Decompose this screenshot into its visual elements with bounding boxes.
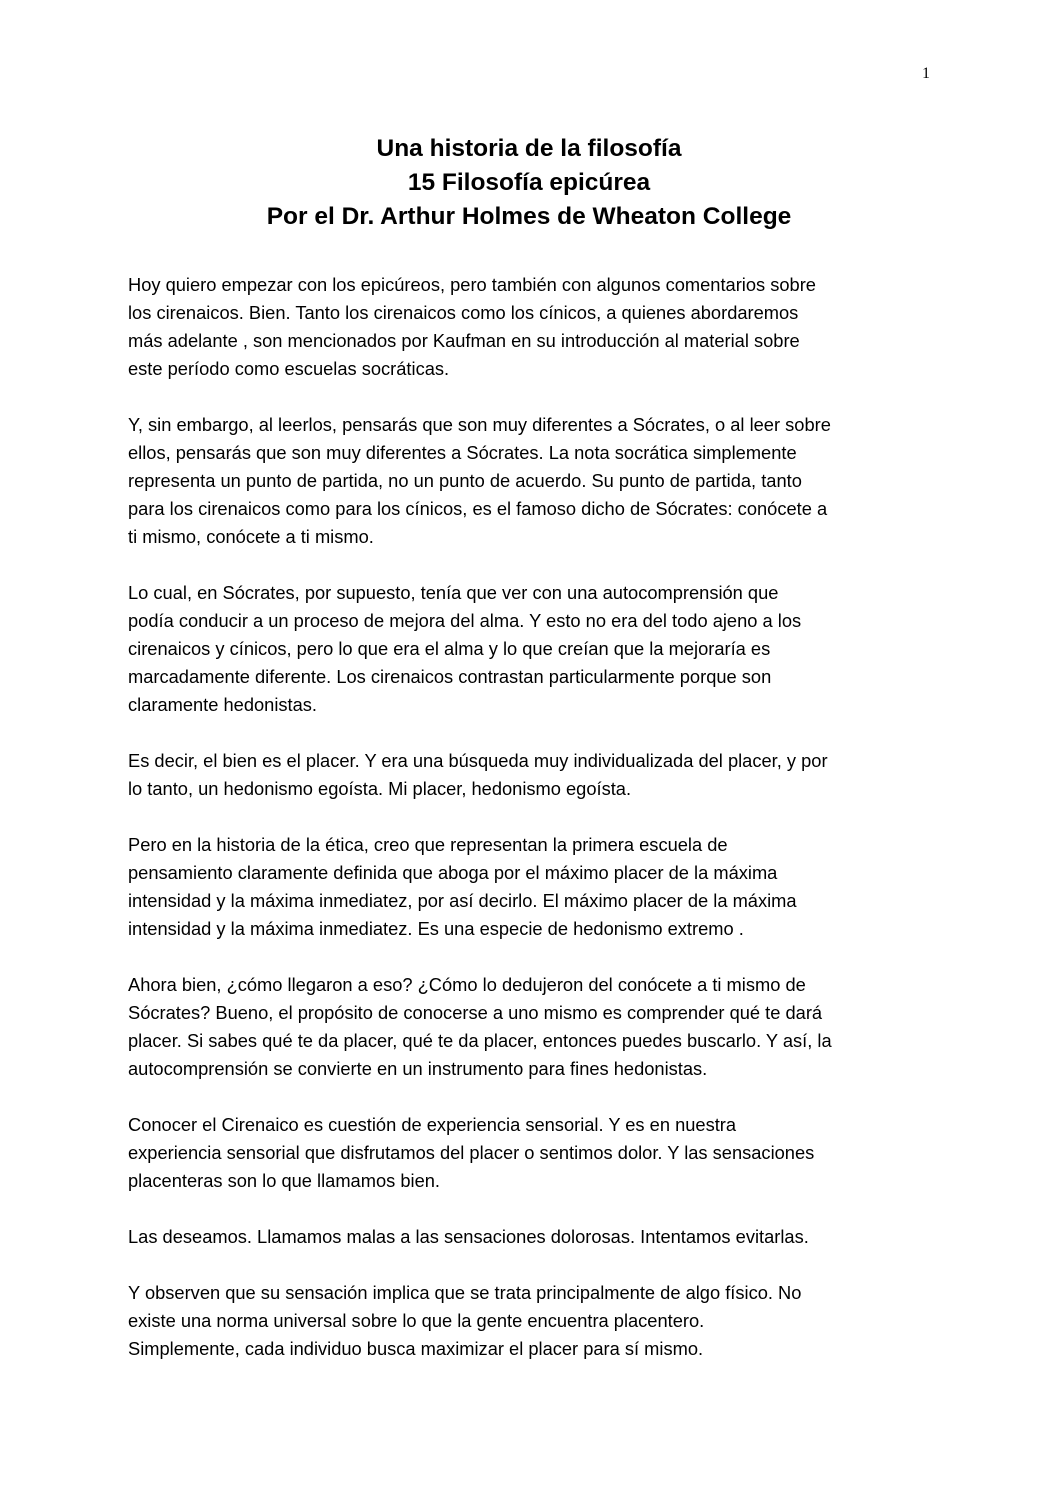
paragraph <box>128 747 936 803</box>
paragraph-line: Y observen que su sensación implica que se trata principalmente de algo físico. No <box>128 1282 802 1303</box>
paragraph-line: Conocer el Cirenaico es cuestión de experiencia sensorial. Y es en nuestra <box>128 1114 737 1135</box>
paragraph-line: Las deseamos. Llamamos malas a las sensaciones dolorosas. Intentamos evitarlas. <box>128 1226 809 1247</box>
paragraph <box>128 1111 936 1195</box>
paragraph-line: los cirenaicos. Bien. Tanto los cirenaicos como los cínicos, a quienes abordaremos <box>128 302 799 323</box>
paragraph-line: Es decir, el bien es el placer. Y era una búsqueda muy individualizada del placer, y por <box>128 750 828 771</box>
paragraph-line: autocomprensión se convierte en un instrumento para fines hedonistas. <box>128 1058 708 1079</box>
paragraph-line: Hoy quiero empezar con los epicúreos, pero también con algunos comentarios sobre <box>128 274 816 295</box>
paragraph-line: representa un punto de partida, no un punto de acuerdo. Su punto de partida, tanto <box>128 470 802 491</box>
document-title <box>0 132 1058 234</box>
title-line-1: Una historia de la filosofía <box>376 135 682 162</box>
paragraph-line: Ahora bien, ¿cómo llegaron a eso? ¿Cómo lo dedujeron del conócete a ti mismo de <box>128 974 806 995</box>
paragraph-line: podía conducir a un proceso de mejora del alma. Y esto no era del todo ajeno a los <box>128 610 802 631</box>
page-number: 1 <box>922 65 930 82</box>
paragraph-line: intensidad y la máxima inmediatez, por así decirlo. El máximo placer de la máxima <box>128 890 797 911</box>
paragraph-line: placenteras son lo que llamamos bien. <box>128 1170 440 1191</box>
paragraph <box>128 1279 936 1363</box>
paragraph-line: experiencia sensorial que disfrutamos del placer o sentimos dolor. Y las sensaciones <box>128 1142 815 1163</box>
paragraph-line: Sócrates? Bueno, el propósito de conocerse a uno mismo es comprender qué te dará <box>128 1002 823 1023</box>
paragraph <box>128 831 936 943</box>
paragraph-line: este período como escuelas socráticas. <box>128 358 450 379</box>
paragraph <box>128 271 936 383</box>
paragraph-line: intensidad y la máxima inmediatez. Es una especie de hedonismo extremo . <box>128 918 744 939</box>
paragraph-line: marcadamente diferente. Los cirenaicos contrastan particularmente porque son <box>128 666 772 687</box>
paragraph <box>128 1223 936 1251</box>
paragraph-line: para los cirenaicos como para los cínicos, es el famoso dicho de Sócrates: conócete a <box>128 498 828 519</box>
paragraph-line: lo tanto, un hedonismo egoísta. Mi placer, hedonismo egoísta. <box>128 778 632 799</box>
paragraph-line: pensamiento claramente definida que aboga por el máximo placer de la máxima <box>128 862 778 883</box>
title-line-3: Por el Dr. Arthur Holmes de Wheaton College <box>266 203 792 230</box>
paragraph-line: ti mismo, conócete a ti mismo. <box>128 526 374 547</box>
paragraph-line: Y, sin embargo, al leerlos, pensarás que son muy diferentes a Sócrates, o al leer sobre <box>128 414 831 435</box>
paragraph-line: más adelante , son mencionados por Kaufman en su introducción al material sobre <box>128 330 800 351</box>
paragraph-line: Pero en la historia de la ética, creo que representan la primera escuela de <box>128 834 728 855</box>
paragraph <box>128 411 936 551</box>
paragraph-line: placer. Si sabes qué te da placer, qué te da placer, entonces puedes buscarlo. Y así, la <box>128 1030 832 1051</box>
paragraph-line: ellos, pensarás que son muy diferentes a Sócrates. La nota socrática simplemente <box>128 442 797 463</box>
paragraph-line: existe una norma universal sobre lo que la gente encuentra placentero. <box>128 1310 705 1331</box>
paragraph <box>128 579 936 719</box>
paragraph-line: claramente hedonistas. <box>128 694 318 715</box>
document-body <box>128 271 936 1391</box>
paragraph-line: cirenaicos y cínicos, pero lo que era el alma y lo que creían que la mejoraría es <box>128 638 771 659</box>
paragraph <box>128 971 936 1083</box>
paragraph-line: Simplemente, cada individuo busca maximizar el placer para sí mismo. <box>128 1338 704 1359</box>
paragraph-line: Lo cual, en Sócrates, por supuesto, tenía que ver con una autocomprensión que <box>128 582 779 603</box>
title-line-2: 15 Filosofía epicúrea <box>407 169 651 196</box>
